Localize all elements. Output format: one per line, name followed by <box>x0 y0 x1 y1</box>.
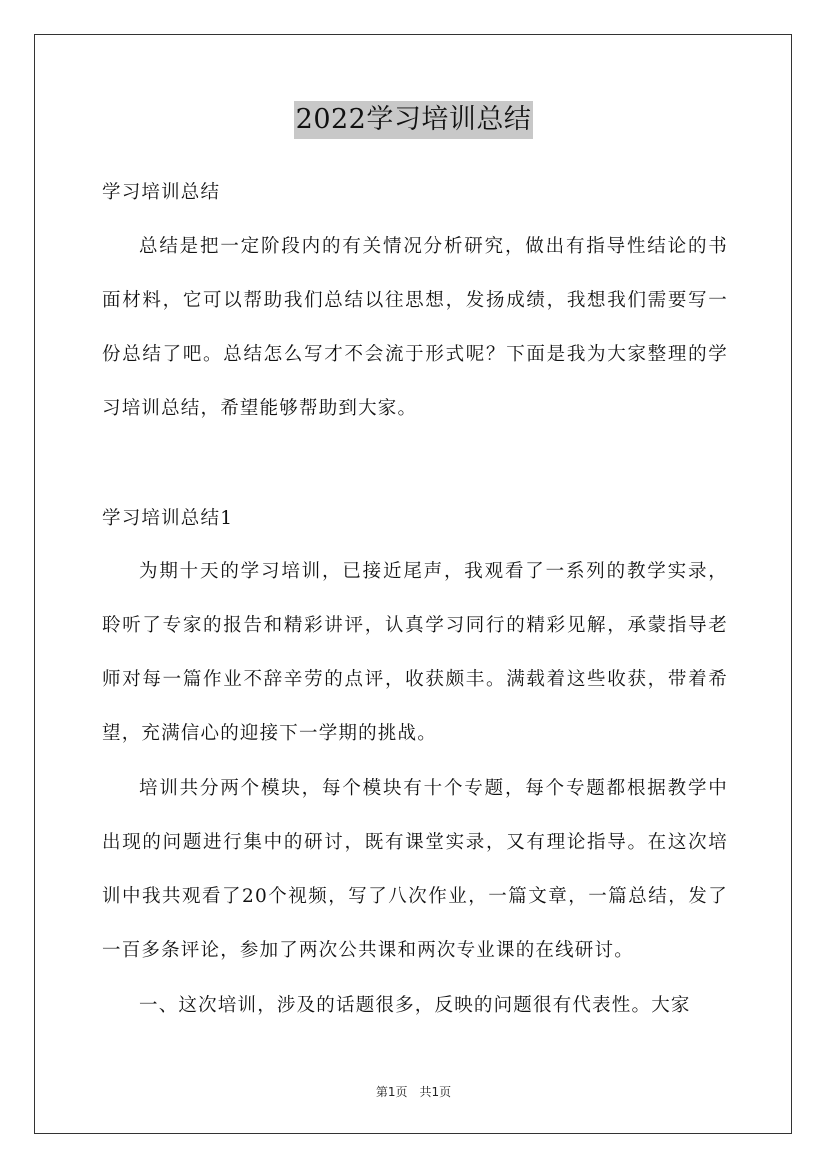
title-container <box>0 101 827 139</box>
section1-paragraph-1: 为期十天的学习培训，已接近尾声，我观看了一系列的教学实录，聆听了专家的报告和精彩讲评，认真学习同行的精彩见解，承蒙指导老师对每一篇作业不辞辛劳的点评，收获颇丰。满载着这些收获，带着希望，充满信心的迎接下一学期的挑战。 <box>102 561 728 744</box>
section1-paragraph-2: 培训共分两个模块，每个模块有十个专题，每个专题都根据教学中出现的问题进行集中的研讨，既有课堂实录，又有理论指导。在这次培训中我共观看了20个视频，写了八次作业，一篇文章，一篇总结，发了一百多条评论，参加了两次公共课和两次专业课的在线研讨。 <box>102 778 728 961</box>
page-footer <box>0 1083 827 1100</box>
document-title: 2022学习培训总结 <box>294 101 534 139</box>
intro-paragraph: 总结是把一定阶段内的有关情况分析研究，做出有指导性结论的书面材料，它可以帮助我们总结以往思想，发扬成绩，我想我们需要写一份总结了吧。总结怎么写才不会流于形式呢？下面是我为大家整理的学习培训总结，希望能够帮助到大家。 <box>102 236 728 419</box>
section1-heading: 学习培训总结1 <box>102 508 234 529</box>
intro-heading: 学习培训总结 <box>102 182 221 203</box>
section1-paragraph-3: 一、这次培训，涉及的话题很多，反映的问题很有代表性。大家 <box>139 995 691 1016</box>
page-total: 共1页 <box>419 1085 452 1099</box>
page-number: 第1页 <box>375 1085 408 1099</box>
